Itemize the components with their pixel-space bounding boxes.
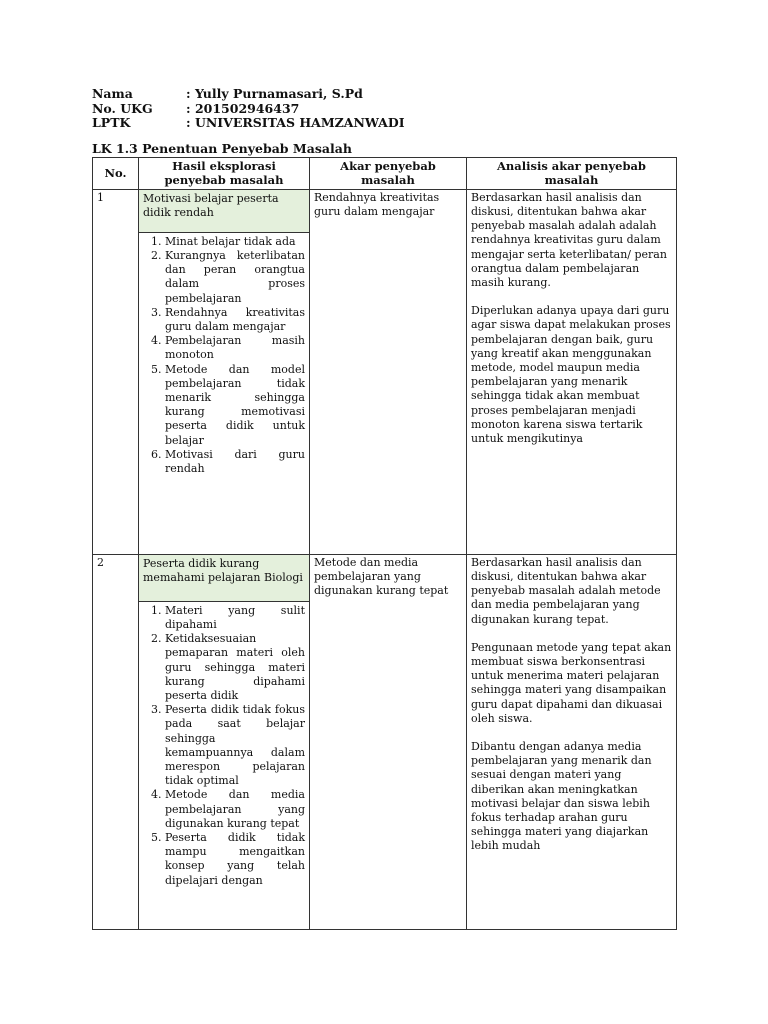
- analisis-paragraph: Diperlukan adanya upaya dari guru agar siswa dapat melakukan proses pembelajaran dengan baik, guru yang kreatif akan menggunakan metode, model maupun media pembelajaran yang menarik sehingga tidak akan membuat proses pembelajaran menjadi monoton karena siswa tertarik untuk mengikutinya: [471, 304, 671, 446]
- list-item: 3. Rendahnya kreativitas guru dalam mengajar: [165, 306, 305, 334]
- hasil-cell: [139, 189, 310, 554]
- akar-cell: Metode dan media pembelajaran yang digunakan kurang tepat: [310, 554, 467, 929]
- header-analisis: Analisis akar penyebab masalah: [467, 158, 677, 190]
- analisis-paragraph: Pengunaan metode yang tepat akan membuat siswa berkonsentrasi untuk menerima materi pelajaran sehingga materi yang disampaikan guru dapat dipahami dan dikuasai oleh siswa.: [471, 640, 672, 725]
- header-label: No. UKG: [92, 100, 153, 116]
- header-label: LPTK: [92, 115, 131, 131]
- header-value: : UNIVERSITAS HAMZANWADI: [186, 115, 405, 131]
- header-row-no-ukg: [92, 102, 405, 117]
- document-title: LK 1.3 Penentuan Penyebab Masalah: [92, 141, 352, 156]
- hasil-cell: [139, 554, 310, 929]
- list-item: 1. Minat belajar tidak ada: [165, 235, 305, 249]
- list-item: 3. Peserta didik tidak fokus pada saat belajar sehingga kemampuannya dalam merespon pelajaran tidak optimal: [165, 703, 305, 788]
- list-item: 2. Kurangnya keterlibatan dan peran orangtua dalam proses pembelajaran: [165, 249, 305, 306]
- header-label: Nama: [92, 86, 133, 101]
- problem-cause-table: [92, 157, 677, 930]
- list-item: 4. Metode dan media pembelajaran yang digunakan kurang tepat: [165, 788, 305, 831]
- identity-header: [92, 87, 405, 131]
- table-row: [93, 189, 677, 554]
- hasil-list: [139, 604, 309, 888]
- hasil-title: Motivasi belajar peserta didik rendah: [139, 190, 309, 233]
- header-row-nama: [92, 87, 405, 102]
- header-value: : Yully Purnamasari, S.Pd: [186, 86, 363, 101]
- table-header-row: [93, 158, 677, 190]
- hasil-list: [139, 235, 309, 476]
- analisis-cell: [467, 189, 677, 554]
- list-item: 5. Peserta didik tidak mampu mengaitkan konsep yang telah dipelajari dengan: [165, 831, 305, 888]
- row-number: 1: [93, 189, 139, 554]
- header-akar: Akar penyebab masalah: [310, 158, 467, 190]
- row-number: 2: [93, 554, 139, 929]
- list-item: 5. Metode dan model pembelajaran tidak menarik sehingga kurang memotivasi peserta didik untuk belajar: [165, 363, 305, 448]
- akar-cell: Rendahnya kreativitas guru dalam mengajar: [310, 189, 467, 554]
- table-row: [93, 554, 677, 929]
- list-item: 1. Materi yang sulit dipahami: [165, 604, 305, 632]
- header-hasil: Hasil eksplorasi penyebab masalah: [139, 158, 310, 190]
- analisis-cell: [467, 554, 677, 929]
- analisis-paragraph: Berdasarkan hasil analisis dan diskusi, ditentukan bahwa akar penyebab masalah adalah metode dan media pembelajaran yang digunakan kurang tepat.: [471, 555, 661, 626]
- header-row-lptk: [92, 116, 405, 131]
- header-value: : 201502946437: [186, 100, 300, 116]
- hasil-title: Peserta didik kurang memahami pelajaran Biologi: [139, 555, 309, 602]
- list-item: 4. Pembelajaran masih monoton: [165, 334, 305, 362]
- analisis-paragraph: Berdasarkan hasil analisis dan diskusi, ditentukan bahwa akar penyebab masalah adalah adalah rendahnya kreativitas guru dalam mengajar serta keterlibatan/ peran orangtua dalam pembelajaran masih kurang.: [471, 190, 667, 290]
- header-no: No.: [93, 158, 139, 190]
- list-item: 6. Motivasi dari guru rendah: [165, 448, 305, 476]
- list-item: 2. Ketidaksesuaian pemaparan materi oleh guru sehingga materi kurang dipahami peserta didik: [165, 632, 305, 703]
- analisis-paragraph: Dibantu dengan adanya media pembelajaran yang menarik dan sesuai dengan materi yang diberikan akan meningkatkan motivasi belajar dan siswa lebih fokus terhadap arahan guru sehingga materi yang diajarkan lebih mudah: [471, 740, 652, 853]
